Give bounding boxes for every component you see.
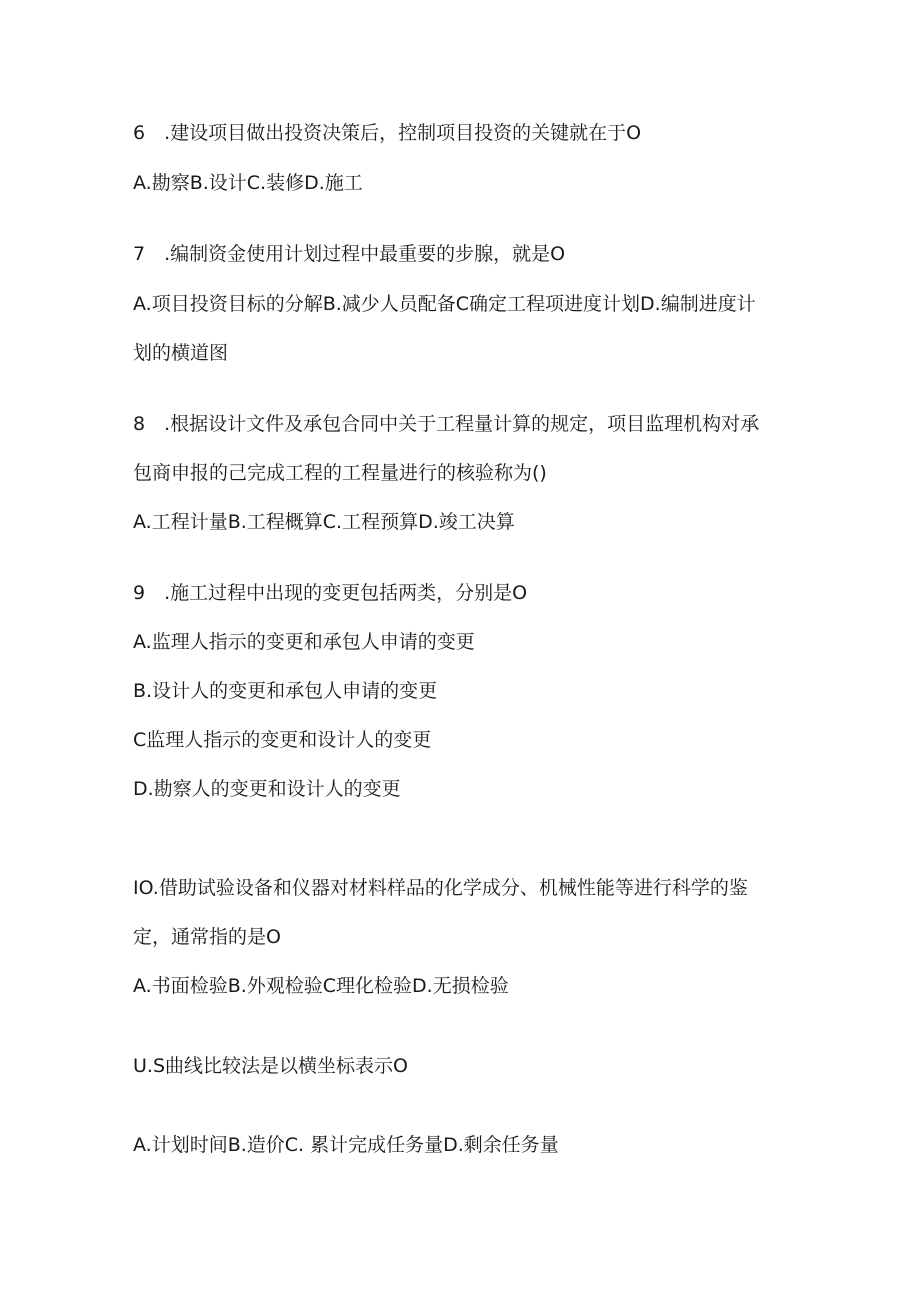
q10-stem-line1: IO.借助试验设备和仪器对材料样品的化学成分、机械性能等进行科学的鉴 [133, 877, 748, 899]
q7-options-line2: 划的横道图 [133, 342, 229, 364]
q7-stem-line1: 7 .编制资金使用计划过程中最重要的步腺，就是O [133, 243, 566, 265]
q11-options-line1: A.计划时间B.造价C. 累计完成任务量D.剩余任务量 [133, 1134, 559, 1156]
q9-option-b: B.设计人的变更和承包人申请的变更 [133, 680, 438, 702]
q9-option-a: A.监理人指示的变更和承包人申请的变更 [133, 631, 475, 653]
q10-options-line1: A.书面检验B.外观检验C理化检验D.无损检验 [133, 975, 509, 997]
q6-options-line1: A.勘察B.设计C.装修D.施工 [133, 172, 363, 194]
q9-stem-line1: 9 .施工过程中出现的变更包括两类，分别是O [133, 582, 528, 604]
q10-stem-line2: 定，通常指的是O [133, 926, 281, 948]
q8-options-line1: A.工程计量B.工程概算C.工程预算D.竣工决算 [133, 511, 515, 533]
q8-stem-line2: 包商申报的己完成工程的工程量进行的核验称为() [133, 462, 547, 484]
q7-options-line1: A.项目投资目标的分解B.减少人员配备C确定工程项进度计划D.编制进度计 [133, 293, 756, 315]
q8-stem-line1: 8 .根据设计文件及承包合同中关于工程量计算的规定，项目监理机构对承 [133, 413, 760, 435]
q11-stem-line1: U.S曲线比较法是以横坐标表示O [133, 1055, 408, 1077]
q9-option-d: D.勘察人的变更和设计人的变更 [133, 778, 401, 800]
q6-stem-line1: 6 .建设项目做出投资决策后，控制项目投资的关键就在于O [133, 122, 642, 144]
q9-option-c: C监理人指示的变更和设计人的变更 [133, 729, 432, 751]
